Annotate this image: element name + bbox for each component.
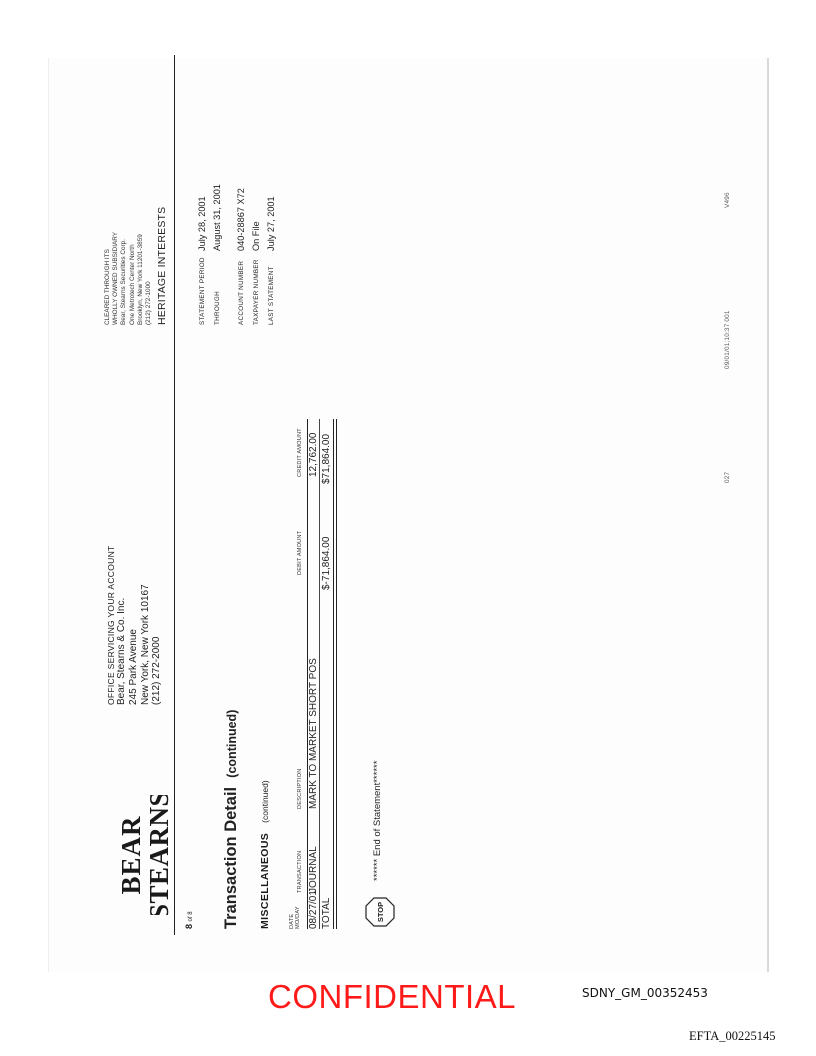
footer-code-1: 027 (724, 471, 731, 483)
statement-period-label: STATEMENT PERIOD (199, 257, 206, 325)
row-credit: 12,762.00 (308, 432, 319, 477)
total-debit: $-71,864.00 (321, 536, 332, 590)
through-label: THROUGH (214, 291, 221, 325)
footer-code-3: V496 (724, 192, 731, 208)
row-transaction: JOURNAL (308, 846, 319, 893)
section-title-continued: (continued) (260, 780, 270, 823)
col-header-debit: DEBIT AMOUNT (297, 530, 303, 575)
bear-stearns-logo (112, 795, 176, 915)
total-double-rule (336, 419, 337, 929)
efta-number: EFTA_00225145 (689, 1029, 776, 1043)
svg-text:STEARNS: STEARNS (144, 795, 174, 915)
total-label: TOTAL (321, 897, 332, 929)
office-name: Bear, Stearns & Co. Inc. (116, 597, 128, 705)
page-title (222, 710, 241, 929)
total-rule (333, 419, 334, 929)
bates-number: SDNY_GM_00352453 (582, 986, 708, 1000)
col-header-transaction: TRANSACTION (297, 850, 303, 893)
svg-text:BEAR: BEAR (116, 815, 146, 895)
rotated-statement-content (100, 55, 780, 935)
row-description: MARK TO MARKET SHORT POS (308, 658, 319, 809)
clearing-line-2: WHOLLY OWNED SUBSIDIARY (112, 231, 120, 325)
page-title-continued: (continued) (225, 709, 239, 778)
col-header-date: DATE MO/DAY (289, 906, 301, 929)
through-value: August 31, 2001 (212, 184, 222, 251)
account-number-label: ACCOUNT NUMBER (238, 260, 245, 325)
statement-period-value: July 28, 2001 (197, 196, 207, 251)
clearing-line-4: One Metrotech Center North (128, 244, 136, 325)
clearing-firm-block (104, 207, 170, 325)
page-total: of 8 (188, 911, 194, 922)
account-number-value: 040-28867 X72 (236, 188, 246, 251)
page-current: 8 (184, 923, 194, 929)
header-rule (174, 55, 175, 935)
svg-text:STOP: STOP (376, 901, 385, 923)
page-number (184, 911, 194, 929)
office-phone: (212) 272-2000 (151, 636, 163, 705)
last-statement-label: LAST STATEMENT (268, 266, 275, 325)
end-of-statement: ****** End of Statement****** (372, 760, 383, 881)
clearing-line-1: CLEARED THROUGH ITS (104, 249, 111, 325)
account-name: HERITAGE INTERESTS (156, 206, 169, 325)
confidential-stamp: CONFIDENTIAL (268, 978, 517, 1015)
stop-sign-icon (365, 897, 395, 927)
table-row-rule (319, 419, 320, 929)
row-date: 08/27/01 (308, 890, 319, 929)
clearing-line-6: (212) 272-1000 (144, 281, 152, 325)
footer-code-2: 09/01/01;10:37 001 (724, 310, 731, 369)
taxpayer-value: On File (251, 221, 261, 251)
section-title (259, 780, 271, 929)
clearing-line-5: Brooklyn, New York 11201-3859 (136, 234, 144, 325)
col-header-description: DESCRIPTION (297, 768, 303, 809)
col-header-credit: CREDIT AMOUNT (297, 428, 303, 477)
clearing-line-3: Bear, Stearns Securities Corp. (120, 239, 128, 325)
office-street: 245 Park Avenue (127, 629, 139, 705)
section-title-text: MISCELLANEOUS (259, 832, 271, 929)
total-credit: $71,864.00 (321, 433, 332, 484)
taxpayer-label: TAXPAYER NUMBER (253, 259, 260, 325)
page-title-text: Transaction Detail (222, 786, 240, 929)
servicing-office-block (106, 545, 163, 705)
last-statement-value: July 27, 2001 (266, 196, 276, 251)
office-city: New York, New York 10167 (139, 584, 151, 705)
office-label: OFFICE SERVICING YOUR ACCOUNT (106, 545, 116, 705)
